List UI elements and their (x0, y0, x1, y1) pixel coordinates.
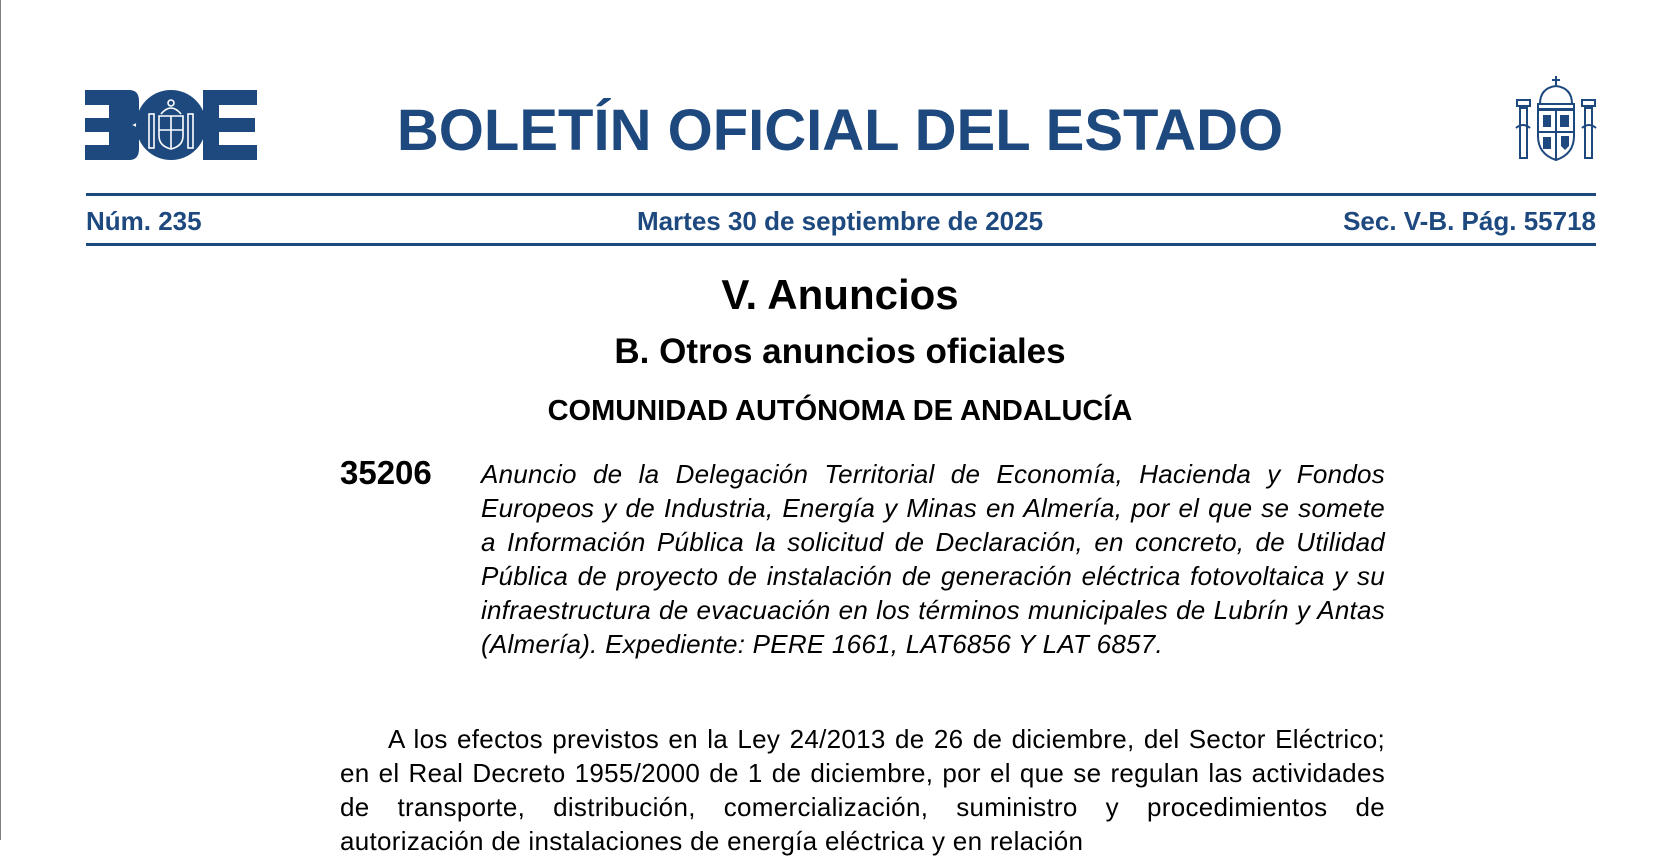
gazette-title: BOLETÍN OFICIAL DEL ESTADO (396, 98, 1284, 163)
page-left-edge (0, 0, 1, 840)
announcement-number: 35206 (340, 454, 432, 491)
region-heading: COMUNIDAD AUTÓNOMA DE ANDALUCÍA (547, 395, 1133, 427)
announcement-title: Anuncio de la Delegación Territorial de Economía, Hacienda y Fondos Europeos y de Industria, Energía y Minas en Almería, por el que se somete a Información Pública la solicitud de Declaración, en concreto, de Utilidad Pública de proyecto de instalación de generación eléctrica fotovoltaica y su infraestructura de evacuación en los términos municipales de Lubrín y Antas (Almería). Expediente: PERE 1661, LAT6856 Y LAT 6857. (481, 459, 1385, 659)
subpart-heading: B. Otros anuncios oficiales (614, 332, 1066, 371)
issue-date: Martes 30 de septiembre de 2025 (636, 206, 1044, 236)
part-heading: V. Anuncios (721, 271, 959, 318)
section-page: Sec. V-B. Pág. 55718 (1343, 206, 1596, 236)
issue-number: Núm. 235 (86, 206, 202, 236)
header-rule-top (86, 193, 1596, 196)
coat-of-arms-icon (1514, 74, 1598, 162)
boe-logo-icon (85, 90, 257, 160)
announcement-body: A los efectos previstos en la Ley 24/2013 de 26 de diciembre, del Sector Eléctrico; en el Real Decreto 1955/2000 de 1 de diciembre, por el que se regulan las actividades de transporte, distribución, comercialización, suministro y procedimientos de autorización de instalaciones de energía eléctrica y en relación (340, 724, 1385, 856)
header-rule-bottom (86, 243, 1596, 246)
